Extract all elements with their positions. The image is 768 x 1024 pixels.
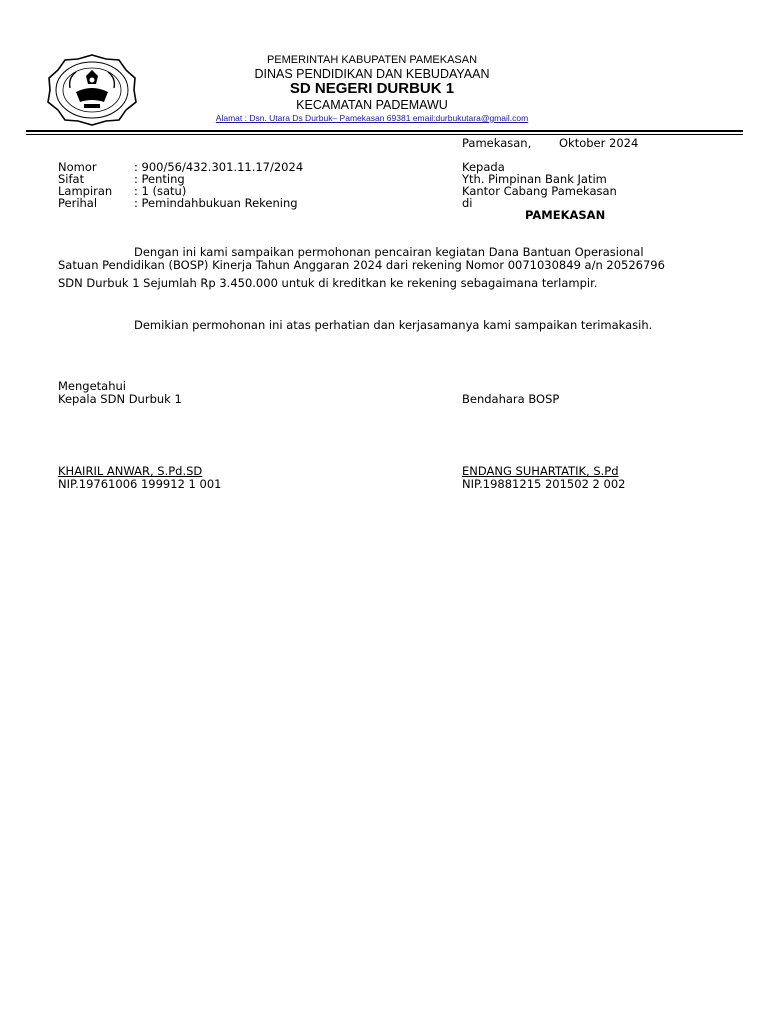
- body-paragraph-2: Demikian permohonan ini atas perhatian dan kerjasamanya kami sampaikan terimakasih.: [134, 318, 653, 332]
- district-heading: KECAMATAN PADEMAWU: [296, 98, 448, 112]
- sign-left-title: Kepala SDN Durbuk 1: [58, 392, 182, 406]
- body-paragraph-1-line-2: Satuan Pendidikan (BOSP) Kinerja Tahun Anggaran 2024 dari rekening Nomor 0071030849 a/n 20526796: [58, 258, 665, 272]
- sign-right-nip: NIP.19881215 201502 2 002: [462, 477, 626, 491]
- sign-left-mengetahui: Mengetahui: [58, 379, 126, 393]
- department-heading: DINAS PENDIDIKAN DAN KEBUDAYAAN: [254, 67, 490, 81]
- date-month-year: Oktober 2024: [559, 136, 639, 150]
- nomor-label: Nomor: [58, 160, 97, 174]
- nomor-value: : 900/56/432.301.11.17/2024: [134, 160, 304, 174]
- sign-left-nip: NIP.19761006 199912 1 001: [58, 477, 222, 491]
- recipient-name: Yth. Pimpinan Bank Jatim: [462, 172, 607, 186]
- letterhead-rule-thick: [26, 130, 743, 132]
- school-name: SD NEGERI DURBUK 1: [289, 80, 455, 97]
- sign-right-name: ENDANG SUHARTATIK, S.Pd: [462, 464, 619, 478]
- sifat-value: : Penting: [134, 172, 185, 186]
- letterhead-rule-thin: [26, 134, 743, 135]
- recipient-di: di: [462, 196, 473, 210]
- recipient-office: Kantor Cabang Pamekasan: [462, 184, 617, 198]
- sign-left-name: KHAIRIL ANWAR, S.Pd.SD: [58, 464, 203, 478]
- date-place: Pamekasan,: [462, 136, 532, 150]
- address-line: Alamat : Dsn. Utara Ds Durbuk– Pamekasan 69381 email:durbukutara@gmail.com: [215, 113, 529, 123]
- perihal-value: : Pemindahbukuan Rekening: [134, 196, 298, 210]
- lampiran-label: Lampiran: [58, 184, 113, 198]
- recipient-city: PAMEKASAN: [525, 208, 606, 222]
- sign-right-title: Bendahara BOSP: [462, 392, 560, 406]
- government-heading: PEMERINTAH KABUPATEN PAMEKASAN: [266, 54, 478, 66]
- body-paragraph-1-line-3: SDN Durbuk 1 Sejumlah Rp 3.450.000 untuk di kreditkan ke rekening sebagaimana terlampir.: [58, 276, 598, 290]
- recipient-kepada: Kepada: [462, 160, 505, 174]
- perihal-label: Perihal: [58, 196, 98, 210]
- lampiran-value: : 1 (satu): [134, 184, 187, 198]
- body-paragraph-1-line-1: Dengan ini kami sampaikan permohonan pencairan kegiatan Dana Bantuan Operasional: [134, 245, 644, 259]
- sifat-label: Sifat: [58, 172, 85, 186]
